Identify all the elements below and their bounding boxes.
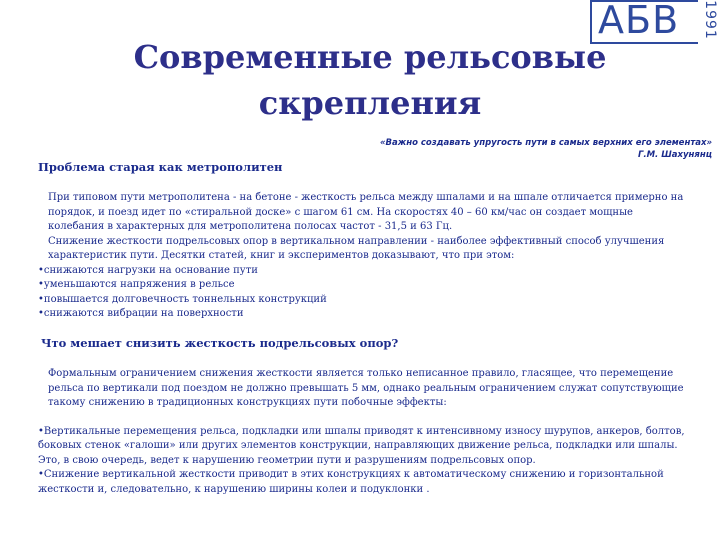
section-heading-obstacles: Что мешает снизить жесткость подрельсовых опор? xyxy=(41,336,399,350)
bullet-item: •снижаются вибрации на поверхности xyxy=(38,308,244,319)
bullet-item: •повышается долговечность тоннельных конструкций xyxy=(38,293,327,305)
section-heading-problem: Проблема старая как метрополитен xyxy=(38,160,283,174)
spacer xyxy=(38,411,692,425)
paragraph: Снижение жесткости подрельсовых опор в вертикальном направлении - наиболее эффективный способ улучшения характеристик пути. Десятки статей, книг и экспериментов доказывают, что при этом: xyxy=(48,235,665,261)
slide-title xyxy=(80,34,660,126)
section-body-obstacles xyxy=(38,367,692,497)
logo-year-text: 1991 xyxy=(701,0,718,40)
bullet-item: •уменьшаются напряжения в рельсе xyxy=(38,279,235,290)
logo-year xyxy=(700,0,720,44)
paragraph: При типовом пути метрополитена - на бетоне - жесткость рельса между шпалами и на шпале отличается примерно на порядок, и поезд идет по «стиральной доске» с шагом 61 см. На скоростях 40 – 60 км/час он создает мощные колебания в характерных для метрополитена полосах частот - 31,5 и 63 Гц. xyxy=(48,192,684,232)
title-line-1: Современные рельсовые xyxy=(133,38,607,76)
section-body-problem xyxy=(38,191,692,322)
epigraph-author: Г.М. Шахунянц xyxy=(637,150,712,160)
epigraph xyxy=(380,137,712,161)
epigraph-text: «Важно создавать упругость пути в самых верхних его элементах» xyxy=(380,138,712,148)
paragraph: Формальным ограничением снижения жесткости является только неписанное правило, гласящее, что перемещение рельса по вертикали под поездом не должно превышать 5 мм, однако реальным ограничением служат сопутствующие такому снижению в традиционных конструкциях пути побочные эффекты: xyxy=(48,368,684,408)
title-line-2: скрепления xyxy=(258,84,482,122)
bullet-item: •снижаются нагрузки на основание пути xyxy=(38,264,258,276)
bullet-item: •Вертикальные перемещения рельса, подкладки или шпалы приводят к интенсивному износу шурупов, анкеров, болтов, боковых стенок «галоши» или других элементов конструкции, направляющих движение рельса, подкладки или шпалы. Это, в свою очередь, ведет к нарушению геометрии пути и разрушениям подрельсовых опор. xyxy=(38,425,685,466)
logo-text: АБВ xyxy=(598,0,680,42)
bullet-item: •Снижение вертикальной жесткости приводит в этих конструкциях к автоматическому снижению и горизонтальной жесткости и, следовательно, к нарушению ширины колеи и подуклонки . xyxy=(38,469,664,495)
